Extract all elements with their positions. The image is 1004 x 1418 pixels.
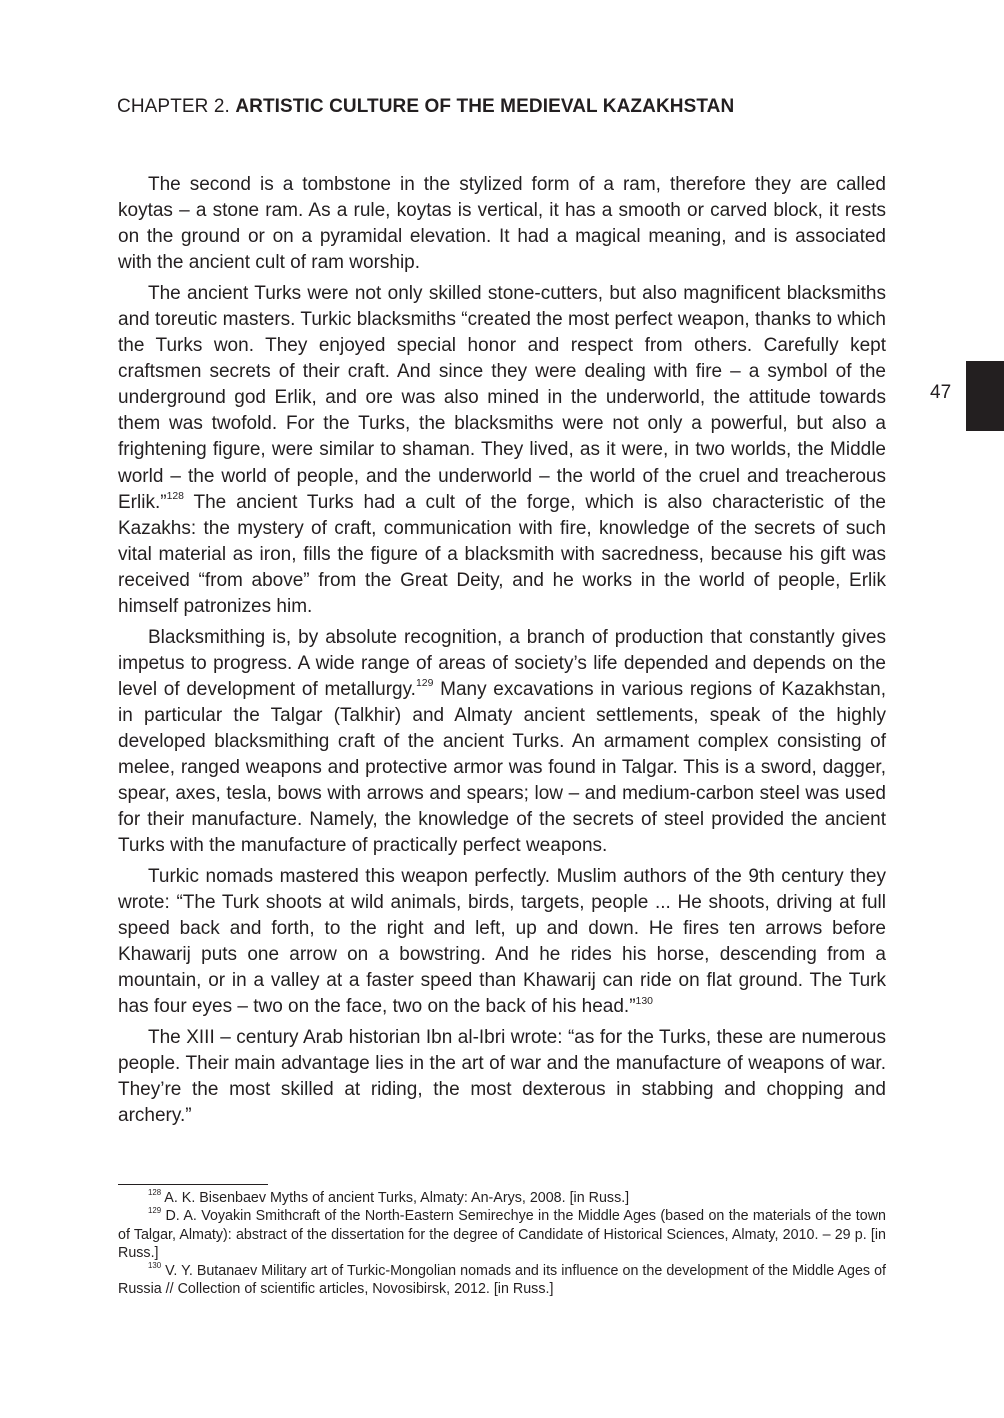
footnote-ref-130: 130 xyxy=(635,995,653,1007)
chapter-title: ARTISTIC CULTURE OF THE MEDIEVAL KAZAKHSTAN xyxy=(235,96,735,117)
running-header xyxy=(117,96,734,118)
footnotes xyxy=(118,1189,886,1299)
footnote-text: D. A. Voyakin Smithcraft of the North-Eastern Semirechye in the Middle Ages (based on the materials of the town of Talgar, Almaty): abstract of the dissertation for the degree of Candidate of Historical Sciences, Almaty, 2010. – 29 p. [in Russ.] xyxy=(118,1208,886,1261)
footnote-128 xyxy=(118,1189,886,1207)
footnote-129 xyxy=(118,1207,886,1262)
chapter-label: CHAPTER 2. xyxy=(117,96,230,117)
paragraph-nomads xyxy=(118,864,886,1021)
paragraph-ibn-al-ibri xyxy=(118,1025,886,1129)
paragraph-text: Blacksmithing is, by absolute recognition, a branch of production that constantly gives impetus to progress. A wide range of areas of society’s life depended and depends on the level of development of metallurgy. xyxy=(118,626,886,700)
paragraph-blacksmithing xyxy=(118,625,886,860)
paragraph-text: The ancient Turks had a cult of the forge, which is also characteristic of the Kazakhs: the mystery of craft, communication with fire, knowledge of the secrets of such vital material as iron, fills the figure of a blacksmith with sacredness, because his gift was received “from above” from the Great Deity, and he works in the world of people, Erlik himself patronizes him. xyxy=(118,491,886,617)
paragraph-text: Many excavations in various regions of Kazakhstan, in particular the Talgar (Talkhir) and Almaty ancient settlements, speak of the highly developed blacksmithing craft of the ancient Turks. An armament complex consisting of melee, ranged weapons and protective armor was found in Talgar. This is a sword, dagger, spear, axes, tesla, bows with arrows and spears; low – and medium-carbon steel was used for their manufacture. Namely, the knowledge of the secrets of steel provided the ancient Turks with the manufacture of practically perfect weapons. xyxy=(118,678,886,857)
paragraph-text: The ancient Turks were not only skilled stone-cutters, but also magnificent blacksmiths and toreutic masters. Turkic blacksmiths “created the most perfect weapon, thanks to which the Turks won. They enjoyed special honor and respect from others. Carefully kept craftsmen secrets of their craft. And since they were dealing with fire – a symbol of the underground god Erlik, and ore was also mined in the underworld, the attitude towards them was twofold. For the Turks, the blacksmiths were not only a powerful, but also a frightening figure, were similar to shaman. They lived, as it were, in two worlds, the Middle world – the world of people, and the underworld – the world of the cruel and treacherous Erlik.” xyxy=(118,282,886,513)
footnote-130 xyxy=(118,1262,886,1299)
footnote-ref-128: 128 xyxy=(166,490,184,502)
body-text xyxy=(118,172,886,1134)
footnote-separator xyxy=(118,1184,268,1185)
footnote-ref-129: 129 xyxy=(415,677,434,689)
page-number: 47 xyxy=(930,382,952,403)
footnote-text: A. K. Bisenbaev Myths of ancient Turks, Almaty: An-Arys, 2008. [in Russ.] xyxy=(161,1190,630,1206)
footnote-number: 128 xyxy=(148,1188,162,1198)
paragraph-text: The second is a tombstone in the stylized form of a ram, therefore they are called koytas – a stone ram. As a rule, koytas is vertical, it has a smooth or carved block, it rests on the ground or on a pyramidal elevation. It had a magical meaning, and is associated with the ancient cult of ram worship. xyxy=(118,174,886,274)
footnote-number: 129 xyxy=(148,1206,162,1216)
paragraph-text: The XIII – century Arab historian Ibn al-Ibri wrote: “as for the Turks, these are numerous people. Their main advantage lies in the art of war and the manufacture of weapons of war. They’re the most skilled at riding, the most dexterous in stabbing and chopping and archery.” xyxy=(118,1027,886,1127)
footnote-text: V. Y. Butanaev Military art of Turkic-Mongolian nomads and its influence on the development of the Middle Ages of Russia // Collection of scientific articles, Novosibirsk, 2012. [in Russ.] xyxy=(118,1263,886,1298)
paragraph-ram-tombstone xyxy=(118,172,886,276)
page-edge-tab xyxy=(966,361,1004,431)
paragraph-text: Turkic nomads mastered this weapon perfectly. Muslim authors of the 9th century they wrote: “The Turk shoots at wild animals, birds, targets, people ... He shoots, driving at full speed back and forth, to the right and left, up and down. He fires ten arrows before Khawarij puts one arrow on a bowstring. And he rides his horse, descending from a mountain, or in a valley at a faster speed than Khawarij can ride on flat ground. The Turk has four eyes – two on the face, two on the back of his head.” xyxy=(118,865,886,1018)
paragraph-blacksmiths xyxy=(118,281,886,620)
footnote-number: 130 xyxy=(148,1261,162,1271)
